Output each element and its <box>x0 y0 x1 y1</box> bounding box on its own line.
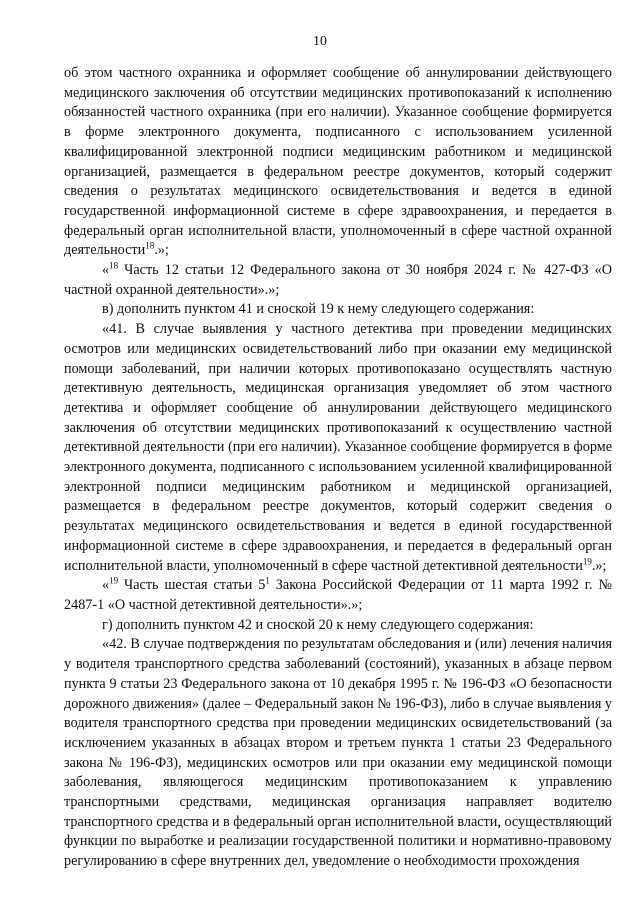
footnote-text: Часть 12 статьи 12 Федерального закона от 30 ноября 2024 г. № 427-ФЗ «О частной охранной деятельности».»; <box>64 262 612 298</box>
footnote-ref-18: 18 <box>145 240 155 251</box>
footnote-open-quote: « <box>102 577 110 594</box>
paragraph-tail: .»; <box>154 242 169 259</box>
footnote-18 <box>64 261 612 300</box>
instruction-g <box>64 616 612 636</box>
clause-text: «41. В случае выявления у частного детектива при проведении медицинских осмотров или медицинских освидетельствований либо при оказании ему медицинской помощи заболеваний, при наличии которых противопоказано осуществлять частную детективную деятельность, медицинская организация уведомляет об этом частного детектива и оформляет сообщение об аннулировании действующего медицинского заключения об отсутствии медицинских противопоказаний к осуществлению частной детективной деятельности (при его наличии). Указанное сообщение формируется в форме электронного документа, подписанного с использованием усиленной квалифицированной электронной подписи медицинским работником и медицинской организацией, размещается в федеральном реестре документов, который содержит сведения о результатах медицинского освидетельствования и ведется в единой государственной информационной системе в сфере здравоохранения, и передается в федеральный орган исполнительной власти, уполномоченный в сфере частной детективной деятельности <box>64 321 612 574</box>
footnote-text-cont: Закона Российской Федерации от 11 марта 1992 г. № 2487-1 «О частной детективной деятельности».»; <box>64 577 612 613</box>
instruction-v <box>64 300 612 320</box>
instruction-text: в) дополнить пунктом 41 и сноской 19 к нему следующего содержания: <box>102 301 535 318</box>
footnote-open-quote: « <box>102 262 110 279</box>
page-number: 10 <box>313 34 327 49</box>
article-superscript: 1 <box>265 575 270 586</box>
paragraph-continuation <box>64 64 612 261</box>
footnote-mark-18: 18 <box>109 260 119 271</box>
clause-42 <box>64 635 612 871</box>
footnote-ref-19: 19 <box>582 555 592 566</box>
instruction-text: г) дополнить пунктом 42 и сноской 20 к нему следующего содержания: <box>102 616 534 633</box>
document-body <box>64 64 612 872</box>
footnote-mark-19: 19 <box>109 575 119 586</box>
paragraph-text: об этом частного охранника и оформляет сообщение об аннулировании действующего медицинского заключения об отсутствии медицинских противопоказаний к исполнению обязанностей частного охранника (при его наличии). Указанное сообщение формируется в форме электронного документа, подписанного с использованием усиленной квалифицированной электронной подписи медицинским работником и медицинской организацией, размещается в федеральном реестре документов, который содержит сведения о результатах медицинского освидетельствования и ведется в единой государственной информационной системе в сфере здравоохранения, и передается в федеральный орган исполнительной власти, уполномоченный в сфере частной охранной деятельности <box>64 65 612 259</box>
clause-text: «42. В случае подтверждения по результатам обследования и (или) лечения наличия у водителя транспортного средства заболеваний (состояний), указанных в абзаце первом пункта 9 статьи 23 Федерального закона от 10 декабря 1995 г. № 196-ФЗ «О безопасности дорожного движения» (далее – Федеральный закон № 196-ФЗ), либо в случае выявления у водителя транспортного средства при проведении медицинских освидетельствований (за исключением указанных в абзацах втором и третьем пункта 1 статьи 23 Федерального закона № 196-ФЗ), медицинских осмотров или при оказании ему медицинской помощи заболевания, являющегося медицинским противопоказанием к управлению транспортными средствами, медицинская организация направляет водителю транспортного средства и в федеральный орган исполнительной власти, осуществляющий функции по выработке и реализации государственной политики и нормативно-правовому регулированию в сфере внутренних дел, уведомление о необходимости прохождения <box>64 636 612 870</box>
clause-tail: .»; <box>591 557 607 574</box>
footnote-text: Часть шестая статьи 5 <box>118 577 266 594</box>
clause-41 <box>64 320 612 576</box>
footnote-19 <box>64 576 612 615</box>
